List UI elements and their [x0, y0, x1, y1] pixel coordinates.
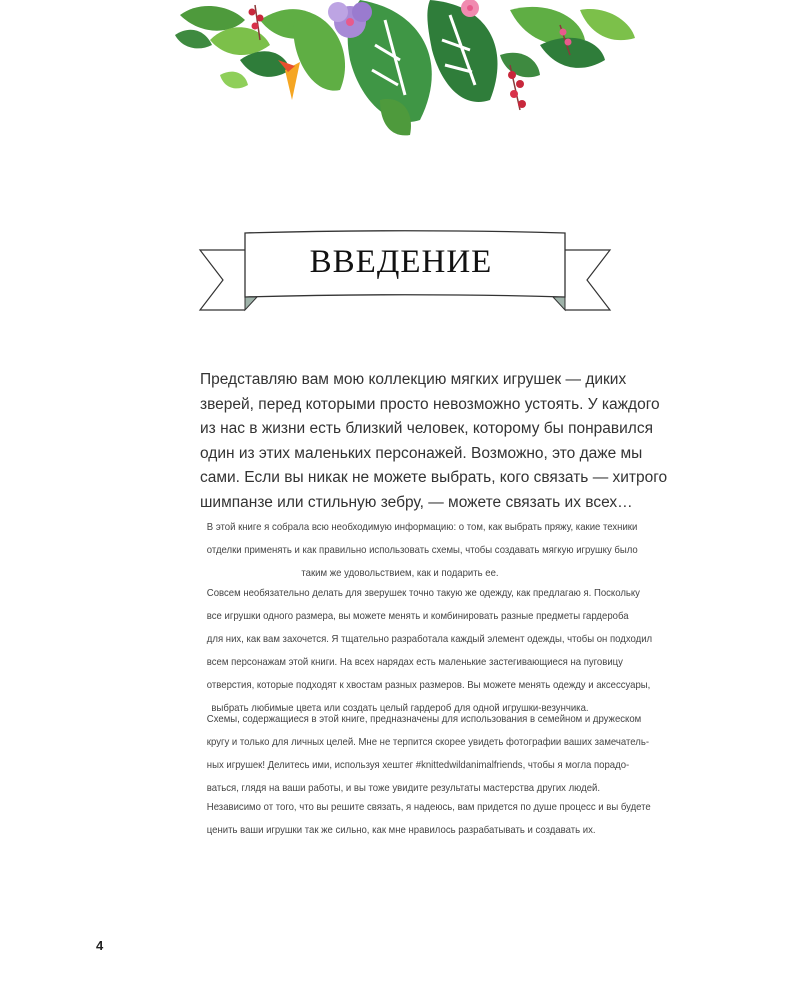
paragraph-line: все игрушки одного размера, вы можете менять и комбинировать разные предметы гардероба	[206, 611, 629, 622]
paragraph-line: ваться, глядя на ваши работы, и вы тоже увидите результаты мастерства других людей.	[206, 783, 601, 794]
body-paragraph-4	[190, 796, 651, 842]
paragraph-line: Схемы, содержащиеся в этой книге, предназначены для использования в семейном и дружеском	[206, 714, 642, 725]
ribbon-left-fold	[245, 297, 257, 310]
lead-paragraph	[200, 368, 668, 515]
page-title: ВВЕДЕНИЕ	[309, 243, 493, 280]
paragraph-line: отверстия, которые подходят к хвостам разных размеров. Вы можете менять одежду и аксессуары,	[206, 680, 651, 691]
lead-line: Представляю вам мою коллекцию мягких игрушек — диких	[200, 371, 627, 388]
paragraph-line: ных игрушек! Делитесь ими, используя хештег #knittedwildanimalfriends, чтобы я могла порадо-	[206, 760, 630, 771]
paragraph-line: выбрать любимые цвета или создать целый гардероб для одной игрушки-везунчика.	[211, 703, 589, 714]
page-number: 4	[96, 938, 104, 953]
paragraph-line: отделки применять и как правильно использовать схемы, чтобы создавать мягкую игрушку было	[206, 545, 638, 556]
ribbon-right-fold	[553, 297, 565, 310]
paragraph-line: таким же удовольствием, как и подарить ее.	[301, 568, 499, 579]
body-paragraph-2	[190, 582, 653, 720]
ribbon-left-tail	[200, 250, 245, 310]
paragraph-line: Независимо от того, что вы решите связать, я надеюсь, вам придется по душе процесс и вы будете	[206, 802, 651, 813]
paragraph-line: ценить ваши игрушки так же сильно, как мне нравилось разрабатывать и создавать их.	[206, 825, 596, 836]
lead-line: из нас в жизни есть близкий человек, которому бы понравился	[200, 420, 653, 437]
lead-line: зверей, перед которыми просто невозможно устоять. У каждого	[200, 395, 660, 413]
paragraph-line: Совсем необязательно делать для зверушек точно такую же одежду, как предлагаю я. Поскольку	[206, 588, 640, 599]
paragraph-line: для них, как вам захочется. Я тщательно разработала каждый элемент одежды, чтобы он подходил	[206, 634, 653, 645]
tropical-floral-decoration	[160, 0, 640, 140]
paragraph-line: В этой книге я собрала всю необходимую информацию: о том, как выбрать пряжу, какие техники	[206, 522, 638, 533]
body-paragraph-1	[190, 516, 638, 585]
lead-line: шимпанзе или стильную зебру, — можете связать их всех…	[200, 493, 633, 511]
paragraph-line: всем персонажам этой книги. На всех нарядах есть маленькие застегивающиеся на пуговицу	[206, 657, 623, 668]
body-paragraph-3	[190, 708, 650, 800]
monstera-leaves-center	[293, 0, 497, 135]
paragraph-line: кругу и только для личных целей. Мне не терпится скорее увидеть фотографии ваших замечатель-	[206, 737, 650, 748]
ribbon-right-tail	[565, 250, 610, 310]
lead-line: один из этих маленьких персонажей. Возможно, это даже мы	[200, 444, 643, 462]
lead-line: сами. Если вы никак не можете выбрать, кого связать — хитрого	[200, 469, 668, 486]
